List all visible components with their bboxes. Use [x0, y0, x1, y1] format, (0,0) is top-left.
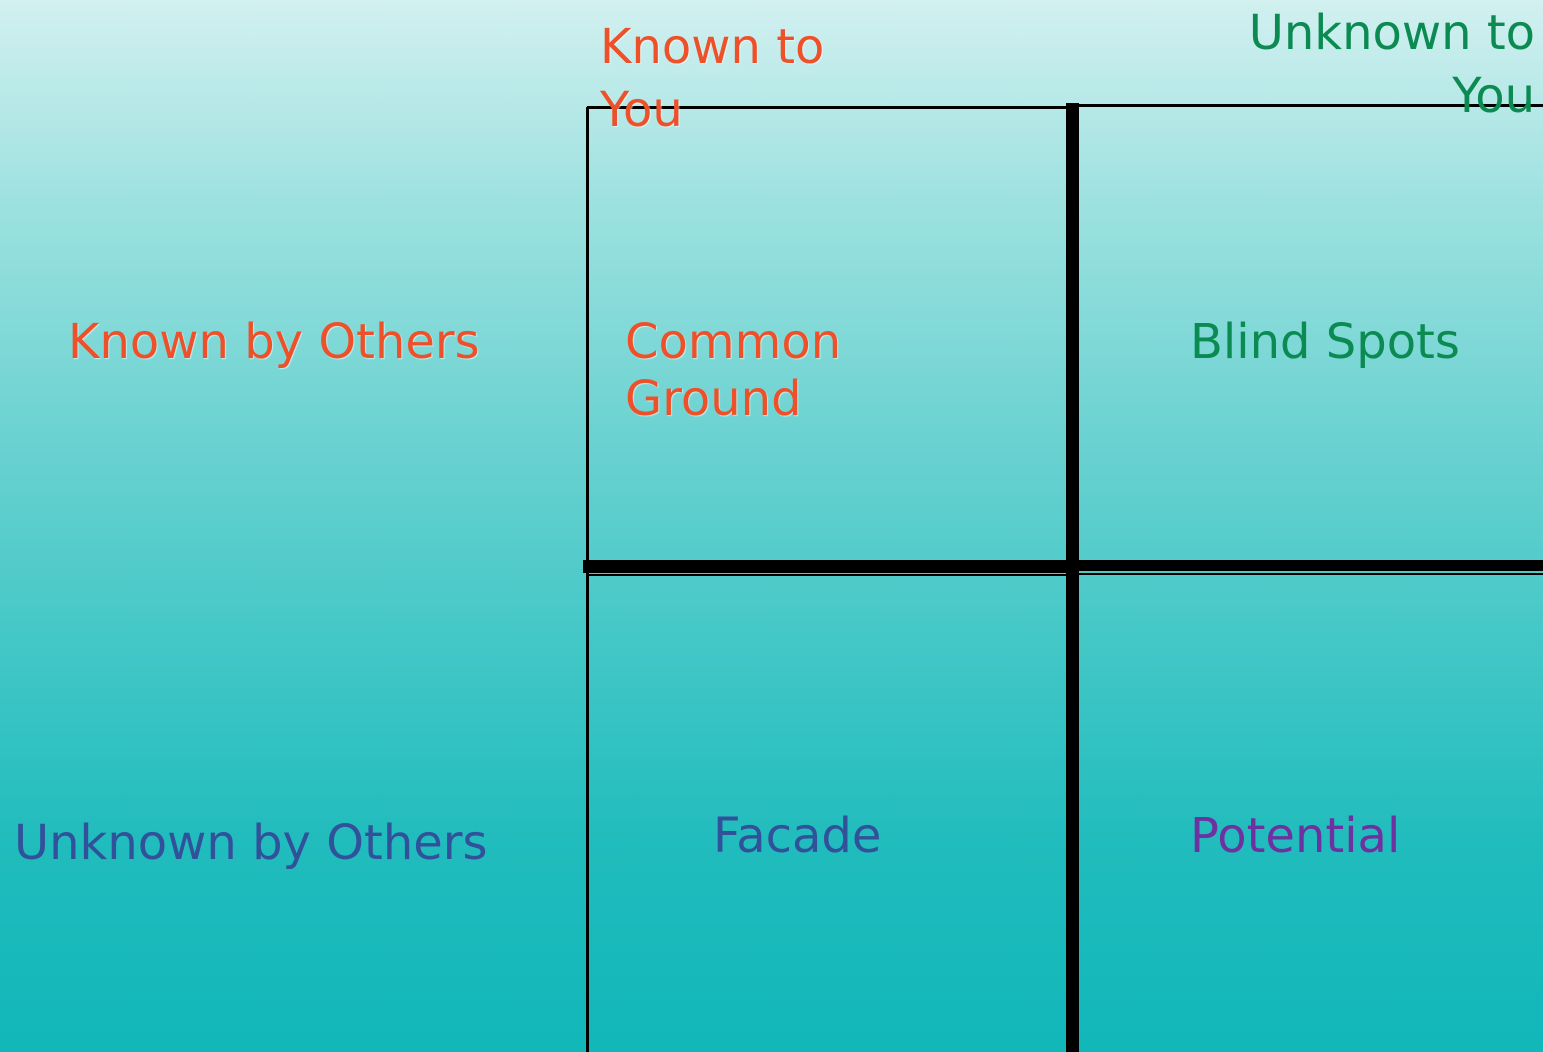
quadrant-common-ground-line-1: Common	[625, 314, 842, 370]
column-header-known-to-you: Known to You	[600, 19, 825, 138]
quadrant-common-ground	[625, 314, 841, 428]
column-header-unknown-to-you: Unknown to You	[1248, 5, 1535, 124]
row-header-known-by-others: Known by Others	[68, 314, 480, 370]
row-header-unknown-by-others: Unknown by Others	[14, 815, 488, 871]
quadrant-facade: Facade	[713, 808, 882, 864]
quadrant-potential: Potential	[1190, 808, 1401, 864]
quadrant-blind-spots: Blind Spots	[1190, 314, 1460, 370]
quadrant-common-ground-line-2: Ground	[625, 371, 802, 427]
